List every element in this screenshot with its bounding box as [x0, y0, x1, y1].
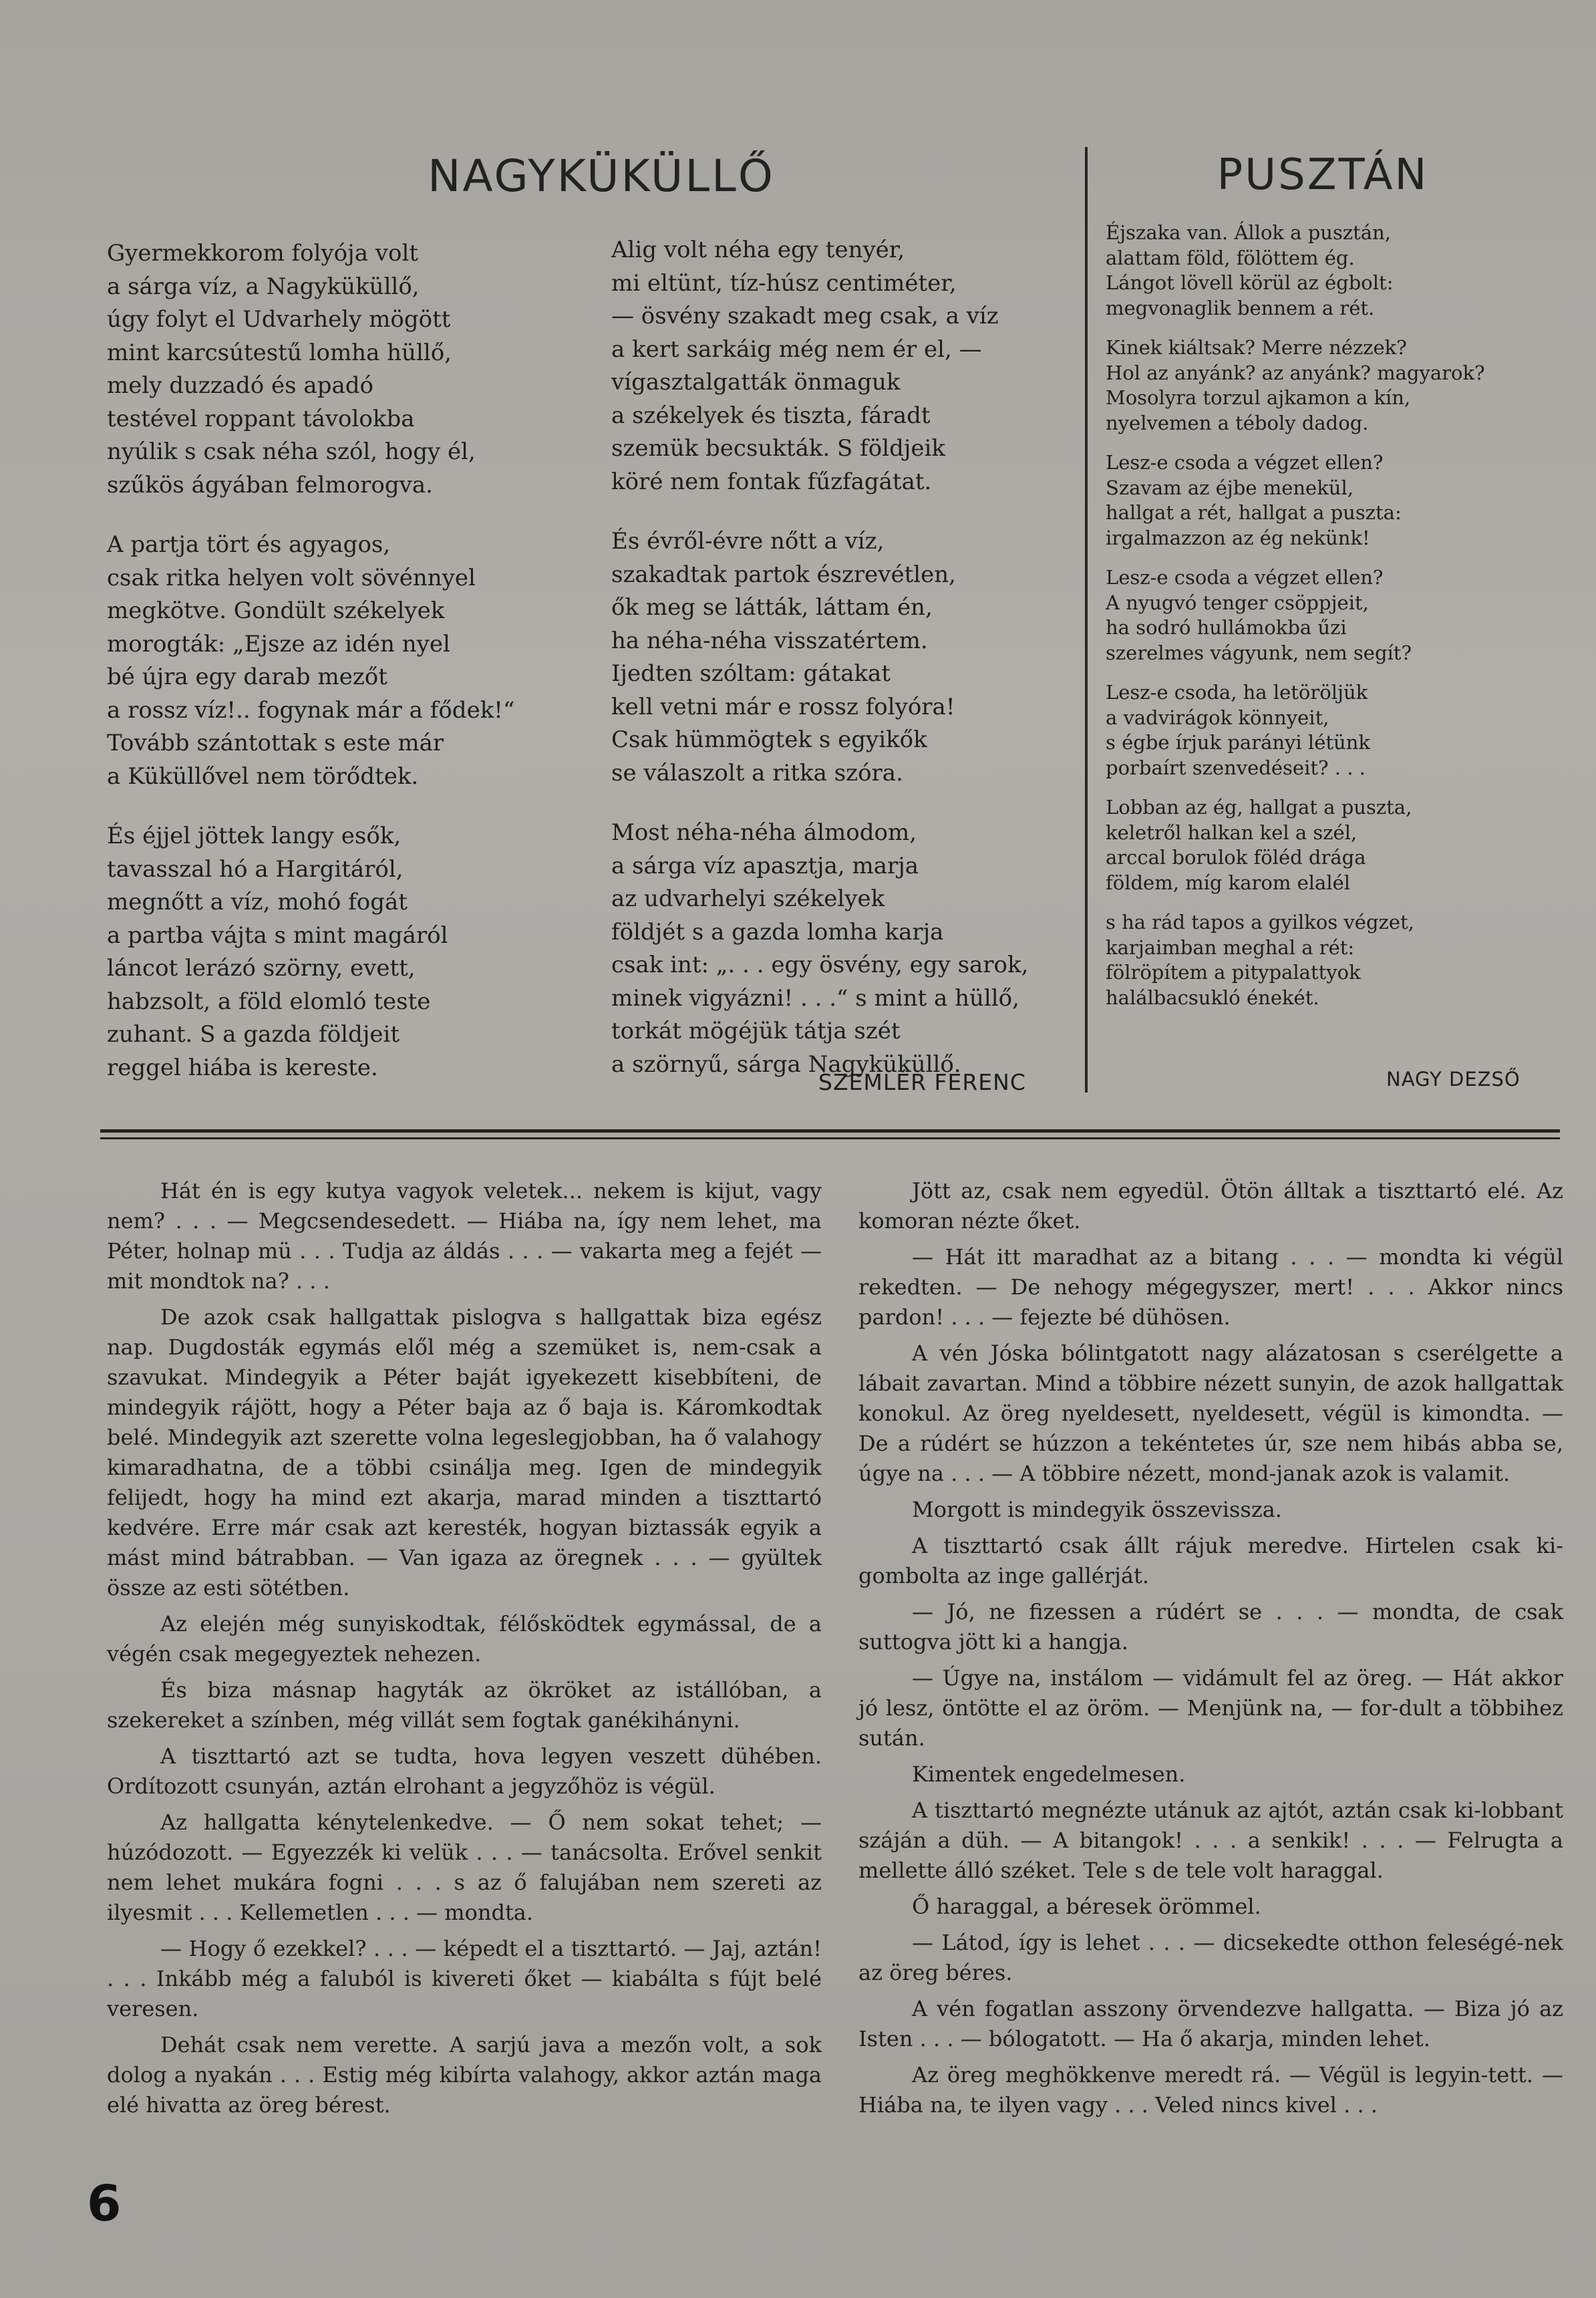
poem-line: reggel hiába is kereste. — [107, 1054, 378, 1081]
poem-line: habzsolt, a föld elomló teste — [107, 988, 431, 1015]
poem-stanza — [107, 237, 548, 502]
poem-line: — ösvény szakadt meg csak, a víz — [611, 303, 999, 329]
poem-line: fölröpítem a pitypalattyok — [1106, 961, 1361, 984]
poem-line: Lesz-e csoda a végzet ellen? — [1106, 566, 1384, 589]
poem-line: megnőtt a víz, mohó fogát — [107, 889, 408, 915]
poem-line: csak int: „. . . egy ösvény, egy sarok, — [611, 952, 1029, 978]
poem-line: Lesz-e csoda, ha letöröljük — [1106, 681, 1368, 704]
poem-line: a szörnyű, sárga Nagyküküllő. — [611, 1050, 961, 1078]
poem-line: irgalmazzon az ég nekünk! — [1106, 526, 1370, 549]
poem-line: szerelmes vágyunk, nem segít? — [1106, 641, 1412, 664]
section-rule-thick — [100, 1129, 1560, 1133]
prose-paragraph: A tiszttartó azt se tudta, hova legyen veszett dühében. Ordítozott csunyán, aztán elrohant a jegyzőhöz is végül. — [107, 1743, 822, 1799]
prose-paragraph: — Hogy ő ezekkel? . . . — képedt el a tiszttartó. — Jaj, aztán! . . . Inkább még a faluból is kivereti őket — kiabálta s fújt belé veresen. — [107, 1936, 822, 2021]
poem-line: Csak hümmögtek s egyikők — [611, 726, 927, 753]
poem-line: se válaszolt a ritka szóra. — [611, 759, 903, 786]
prose-paragraph: Az hallgatta kénytelenkedve. — Ő nem sokat tehet; — húzódozott. — Egyezzék ki velük . . . — tanácsolta. Erővel senkit nem lehet mukára fogni . . . s az ő falujában nem szereti az ilyesmit . . . Kellemetlen . . . — mondta. — [107, 1810, 822, 1925]
poem-line: És éjjel jöttek langy esők, — [107, 823, 402, 849]
poem-line: minek vigyázni! . . .“ s mint a hüllő, — [611, 984, 1019, 1012]
poem-line: mely duzzadó és apadó — [107, 372, 373, 399]
poem-line: Lobban az ég, hallgat a puszta, — [1106, 796, 1412, 819]
poem-line: Tovább szántottak s este már — [107, 730, 444, 756]
poem-line: a rossz víz!.. fogynak már a fődek!“ — [107, 696, 515, 724]
poem-line: a székelyek és tiszta, fáradt — [611, 402, 931, 429]
poem-line: Kinek kiáltsak? Merre nézzek? — [1106, 336, 1407, 359]
prose-paragraph: Hát én is egy kutya vagyok veletek... nekem is kijut, vagy nem? . . . — Megcsendesedett. — Hiába na, így nem lehet, ma Péter, holnap mü . . . Tudja az áldás . . . — vakarta meg a fejét — mit mondtok na? . . . — [107, 1178, 822, 1294]
poem-stanza — [1106, 565, 1493, 666]
poem-stanza — [107, 529, 548, 793]
poem-stanza — [1106, 335, 1493, 436]
poem-line: zuhant. S a gazda földjeit — [107, 1021, 400, 1048]
poem-line: ők meg se látták, láttam én, — [611, 594, 933, 621]
poem-line: s égbe írjuk parányi létünk — [1106, 731, 1370, 754]
poem-line: vígasztalgatták önmaguk — [611, 369, 901, 396]
poem-line: úgy folyt el Udvarhely mögött — [107, 306, 451, 333]
poem-line: Most néha-néha álmodom, — [611, 819, 917, 846]
poem-line: csak ritka helyen volt sövénnyel — [107, 564, 476, 591]
poem-line: ha sodró hullámokba űzi — [1106, 616, 1347, 639]
poem-line: Éjszaka van. Állok a pusztán, — [1106, 221, 1391, 244]
poem-line: keletről halkan kel a szél, — [1106, 821, 1358, 844]
poem-line: szemük becsukták. S földjeik — [611, 435, 945, 462]
poem-nagykukullo-column-1 — [107, 237, 548, 1111]
poem-stanza — [611, 817, 1092, 1081]
poem-stanza — [1106, 450, 1493, 551]
poem-author-szemler-ferenc: SZEMLÉR FERENC — [818, 1069, 1026, 1095]
prose-paragraph: A tiszttartó csak állt rájuk meredve. Hirtelen csak ki-gombolta az inge gallérját. — [858, 1533, 1563, 1588]
poem-line: szakadtak partok észrevétlen, — [611, 561, 956, 588]
poem-stanza — [107, 820, 548, 1085]
poem-line: torkát mögéjük tátja szét — [611, 1018, 901, 1044]
poem-line: köré nem fontak fűzfagátat. — [611, 468, 932, 495]
poem-line: Lángot lövell körül az égbolt: — [1106, 271, 1394, 294]
poem-nagykukullo-column-2 — [611, 234, 1092, 1108]
poem-line: ha néha-néha visszatértem. — [611, 627, 928, 654]
poem-stanza — [1106, 795, 1493, 895]
poem-line: Alig volt néha egy tenyér, — [611, 237, 905, 263]
prose-paragraph: — Hát itt maradhat az a bitang . . . — mondta ki végül rekedten. — De nehogy mégegyszer, mert! . . . Akkor nincs pardon! . . . — fejezte bé dühösen. — [858, 1244, 1563, 1330]
prose-paragraph: Ő haraggal, a béresek örömmel. — [912, 1894, 1261, 1919]
prose-paragraph: Az elején még sunyiskodtak, félősködtek egymással, de a végén csak megegyeztek nehezen. — [107, 1611, 822, 1667]
poem-line: Hol az anyánk? az anyánk? magyarok? — [1106, 361, 1485, 384]
poem-line: földjét s a gazda lomha karja — [611, 918, 944, 946]
prose-column-left — [107, 1176, 822, 2126]
poem-line: megvonaglik bennem a rét. — [1106, 296, 1375, 319]
prose-paragraph: Kimentek engedelmesen. — [912, 1761, 1186, 1787]
poem-line: megkötve. Gondült székelyek — [107, 597, 445, 624]
prose-paragraph: Az öreg meghökkenve meredt rá. — Végül is legyin-tett. — Hiába na, te ilyen vagy . . . Veled nincs kivel . . . — [858, 2062, 1563, 2118]
poem-line: a kert sarkáig még nem ér el, — — [611, 335, 982, 363]
poem-line: a vadvirágok könnyeit, — [1106, 706, 1329, 729]
column-divider — [1085, 147, 1088, 1093]
poem-line: a sárga víz, a Nagyküküllő, — [107, 273, 420, 300]
poem-line: tavasszal hó a Hargitáról, — [107, 855, 404, 883]
prose-paragraph: De azok csak hallgattak pislogva s hallgattak biza egész nap. Dugdosták egymás elől még a szemüket is, nem-csak a szavukat. Mindegyik a Péter baját igyekezett kisebbíteni, de mindegyik rájött, hogy a Péter baja az ő baja is. Káromkodtak belé. Mindegyik azt szerette volna legeslegjobban, ha ő valahogy kimaradhatna, de a többi csinálja meg. Igen de mindegyik felijedt, hogy ha mind ezt akarja, marad minden a tiszttartó kedvére. Erre már csak azt keresték, hogyan biztassák egyik a mást mind bátrabban. — Van igaza az öregnek . . . — gyültek össze az esti sötétben. — [107, 1304, 822, 1600]
prose-paragraph: És biza másnap hagyták az ökröket az istállóban, a szekereket a színben, még villát sem fogtak ganékihányni. — [107, 1677, 822, 1733]
poem-line: kell vetni már e rossz folyóra! — [611, 693, 955, 720]
poem-pusztan-text — [1106, 221, 1493, 1025]
poem-stanza — [1106, 221, 1493, 321]
poem-title-nagykukullo: NAGYKÜKÜLLŐ — [428, 150, 775, 202]
poem-line: Szavam az éjbe menekül, — [1106, 476, 1353, 499]
poem-author-nagy-dezso: NAGY DEZSŐ — [1386, 1068, 1521, 1091]
poem-line: mi eltünt, tíz-húsz centiméter, — [611, 269, 957, 297]
poem-line: szűkös ágyában felmorogva. — [107, 471, 433, 498]
poem-stanza — [1106, 910, 1493, 1010]
poem-line: És évről-évre nőtt a víz, — [611, 528, 885, 555]
prose-paragraph: Jött az, csak nem egyedül. Ötön álltak a tiszttartó elé. Az komoran nézte őket. — [858, 1178, 1563, 1234]
poem-line: Gyermekkorom folyója volt — [107, 240, 418, 267]
poem-line: a partba vájta s mint magáról — [107, 921, 448, 949]
poem-line: bé újra egy darab mezőt — [107, 664, 387, 690]
poem-line: a sárga víz apasztja, marja — [611, 852, 919, 879]
page-number: 6 — [87, 2175, 122, 2233]
poem-line: az udvarhelyi székelyek — [611, 885, 885, 912]
poem-line: morogták: „Ejsze az idén nyel — [107, 630, 450, 658]
prose-paragraph: A tiszttartó megnézte utánuk az ajtót, aztán csak ki-lobbant száján a düh. — A bitangok! . . . a senkik! . . . — Felrugta a mellette álló széket. Tele s de tele volt haraggal. — [858, 1798, 1563, 1883]
poem-line: földem, míg karom elalél — [1106, 871, 1351, 894]
prose-column-right — [858, 1176, 1563, 2126]
poem-line: nyelvemen a téboly dadog. — [1106, 411, 1369, 434]
section-rule-thin — [100, 1137, 1560, 1139]
poem-line: alattam föld, fölöttem ég. — [1106, 246, 1355, 269]
poem-line: a Küküllővel nem törődtek. — [107, 762, 419, 790]
prose-paragraph: — Úgye na, instálom — vidámult fel az öreg. — Hát akkor jó lesz, öntötte el az öröm. — Menjünk na, — for-dult a többihez sután. — [858, 1665, 1563, 1751]
poem-line: arccal borulok föléd drága — [1106, 846, 1366, 869]
poem-line: Mosolyra torzul ajkamon a kín, — [1106, 386, 1411, 409]
prose-paragraph: A vén fogatlan asszony örvendezve hallgatta. — Biza jó az Isten . . . — bólogatott. — Ha ő akarja, minden lehet. — [858, 1996, 1563, 2051]
poem-line: nyúlik s csak néha szól, hogy él, — [107, 438, 476, 465]
poem-line: Ijedten szóltam: gátakat — [611, 660, 891, 687]
poem-stanza — [611, 525, 1092, 790]
poem-stanza — [611, 234, 1092, 498]
poem-line: láncot lerázó szörny, evett, — [107, 955, 416, 982]
poem-line: hallgat a rét, hallgat a puszta: — [1106, 501, 1402, 524]
prose-paragraph: — Jó, ne fizessen a rúdért se . . . — mondta, de csak suttogva jött ki a hangja. — [858, 1599, 1563, 1655]
prose-paragraph: — Látod, így is lehet . . . — dicsekedte otthon feleségé-nek az öreg béres. — [858, 1930, 1563, 1985]
poem-stanza — [1106, 680, 1493, 780]
poem-line: porbaírt szenvedéseit? . . . — [1106, 756, 1366, 779]
poem-line: karjaimban meghal a rét: — [1106, 936, 1355, 959]
poem-line: A partja tört és agyagos, — [107, 531, 391, 558]
poem-line: mint karcsútestű lomha hüllő, — [107, 339, 452, 366]
prose-paragraph: Dehát csak nem verette. A sarjú java a mezőn volt, a sok dolog a nyakán . . . Estig még kibírta valahogy, akkor aztán maga elé hivatta az öreg bérest. — [107, 2032, 822, 2118]
poem-line: s ha rád tapos a gyilkos végzet, — [1106, 911, 1414, 933]
poem-line: A nyugvó tenger csöppjeit, — [1106, 591, 1369, 614]
poem-line: Lesz-e csoda a végzet ellen? — [1106, 451, 1384, 474]
poem-title-pusztan: PUSZTÁN — [1217, 150, 1429, 200]
prose-paragraph: A vén Jóska bólintgatott nagy alázatosan s cserélgette a lábait zavartan. Mind a többire nézett sunyin, de azok hallgattak konokul. Az öreg nyeldesett, nyeldesett, végül is kimondta. — De a rúdért se húzzon a tekéntetes úr, sze nem hibás abba se, úgye na . . . — A többire nézett, mond-janak azok is valamit. — [858, 1340, 1563, 1486]
prose-paragraph: Morgott is mindegyik összevissza. — [912, 1497, 1282, 1522]
poem-line: testével roppant távolokba — [107, 405, 415, 432]
poem-line: halálbacsukló énekét. — [1106, 986, 1319, 1009]
